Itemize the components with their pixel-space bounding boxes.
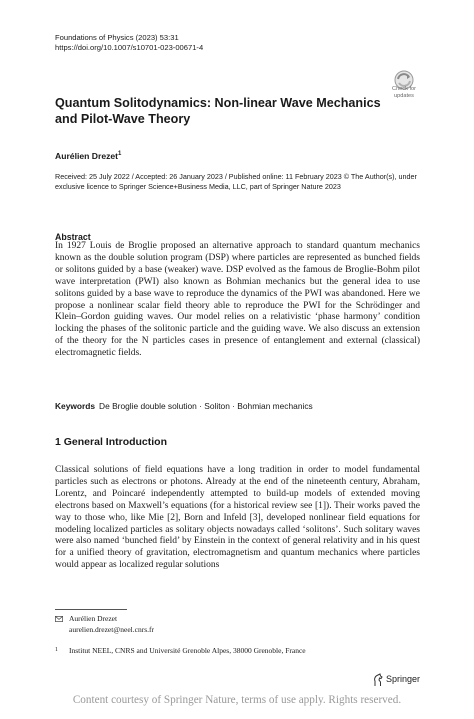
author-affiliation-mark: 1	[118, 151, 122, 158]
copyright-notice: Content courtesy of Springer Nature, terms of use apply. Rights reserved.	[72, 694, 402, 706]
keywords-list: De Broglie double solution · Soliton · Bohmian mechanics	[99, 401, 313, 411]
affiliation-text: Institut NEEL, CNRS and Université Grenoble Alpes, 38000 Grenoble, France	[69, 646, 306, 655]
paper-title: Quantum Solitodynamics: Non-linear Wave Mechanics and Pilot-Wave Theory	[55, 96, 381, 126]
springer-horse-icon	[372, 673, 384, 687]
journal-citation: Foundations of Physics (2023) 53:31	[55, 33, 179, 42]
keywords-label: Keywords	[55, 401, 96, 411]
badge-line-2: updates	[394, 92, 414, 99]
publication-dates: Received: 25 July 2022 / Accepted: 26 January 2023 / Published online: 11 February 2023 © The Author(s), under exclusive licence to Springer Science+Business Media, LLC, part of Springer Nature 2023	[55, 172, 417, 191]
badge-line-1: Check for	[392, 86, 416, 92]
author-name: Aurélien Drezet	[55, 151, 119, 161]
abstract-heading: Abstract	[55, 232, 91, 242]
contact-email-link[interactable]: aurelien.drezet@neel.cnrs.fr	[69, 625, 154, 634]
contact-author-name: Aurélien Drezet	[69, 614, 118, 623]
check-for-updates-label	[382, 86, 426, 99]
footnote-divider	[55, 609, 127, 610]
springer-logo-text: Springer	[386, 674, 421, 684]
section-heading: 1 General Introduction	[55, 436, 168, 448]
doi-link[interactable]: https://doi.org/10.1007/s10701-023-00671-4	[55, 43, 204, 52]
envelope-icon	[55, 616, 63, 622]
introduction-text: Classical solutions of field equations have a long tradition in order to model fundamental particles such as electrons or photons. Already at the end of the nineteenth century, Abraham, Lorentz, and Poincaré independently attempted to build-up models of extended moving electrons based on Maxwell’s equations (for a historical review see [1]). Their works paved the way to those who, like Mie [2], Born and Infeld [3], developed nonlinear field equations for modeling localized particles as solitary objects nowadays called ‘solitons’. Such solitary waves were also named ‘bunched field’ by Einstein in the context of general relativity and in his quest for a unified theory of gravitation, electromagnetism and quantum mechanics where particles would appear as localized regular solutions	[55, 465, 420, 571]
keywords	[55, 401, 313, 411]
author	[55, 151, 121, 161]
abstract-text: In 1927 Louis de Broglie proposed an alternative approach to standard quantum mechanics known as the double solution program (DSP) where particles are represented as bunched fields or solitons guided by a base (weaker) wave. DSP evolved as the famous de Broglie-Bohm pilot wave interpretation (PWI) also known as Bohmian mechanics but the general idea to use solitons guided by a base wave to reproduce the dynamics of the PWI was abandoned. Here we propose a nonlinear scalar field theory able to reproduce the PWI for the Schrödinger and Klein–Gordon guiding waves. Our model relies on a relativistic ‘phase harmony’ condition locking the phases of the solitonic particle and the guiding wave. We also discuss an extension of the theory for the N particles cases in presence of entanglement and external (classical) electromagnetic fields.	[55, 241, 420, 359]
affiliation-number: 1	[55, 647, 58, 653]
